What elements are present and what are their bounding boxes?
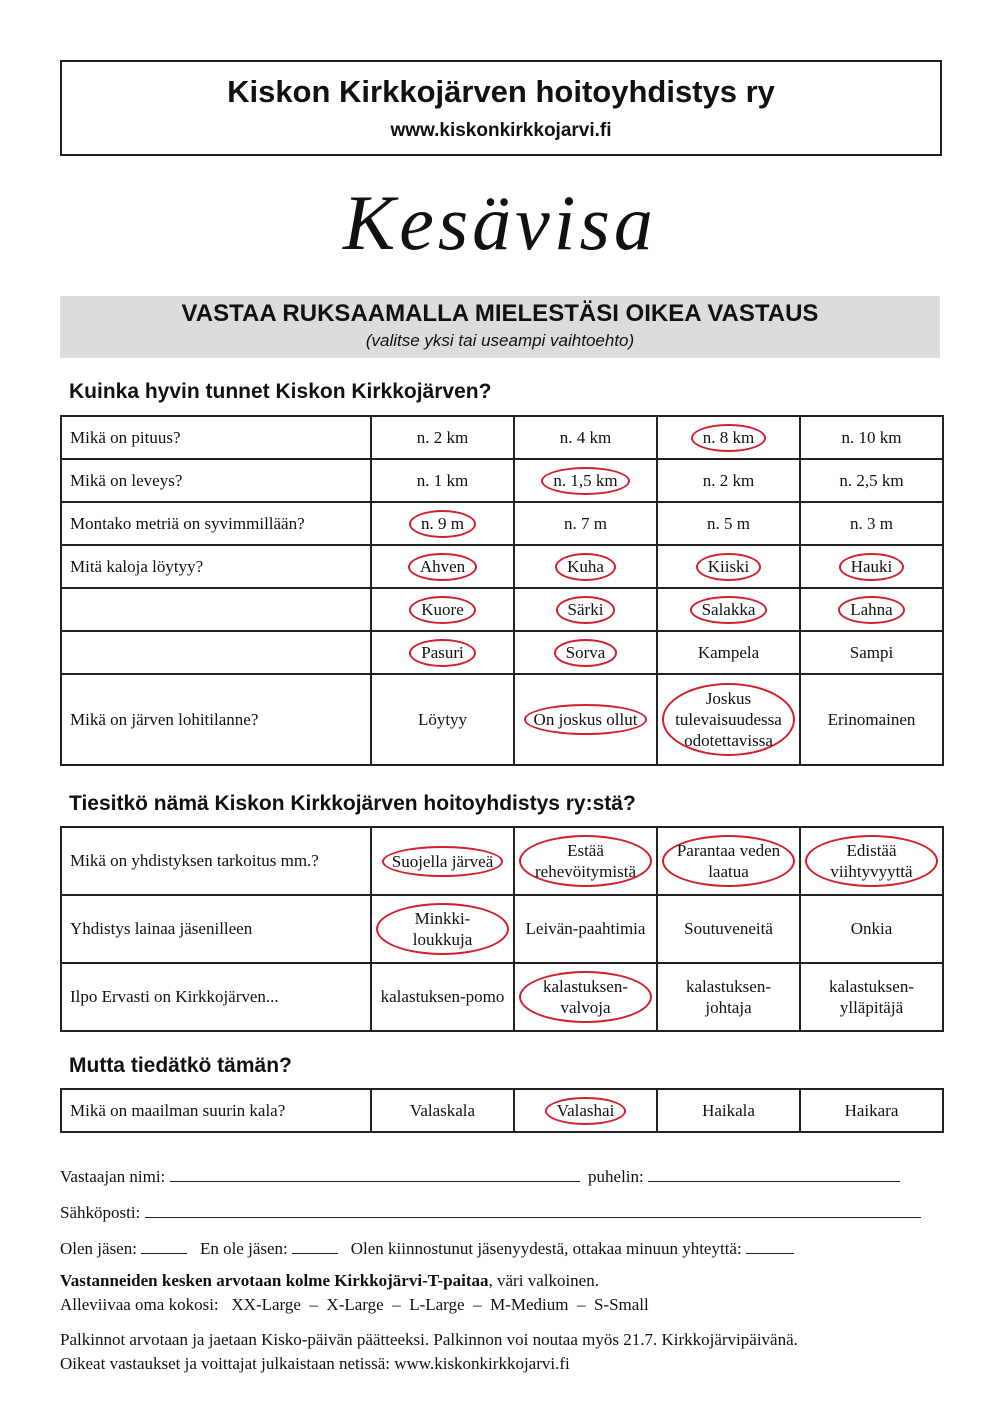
answer-option-circled[interactable]: Suojella järveä (382, 846, 504, 877)
answer-cell[interactable] (514, 1089, 657, 1132)
answer-cell[interactable] (800, 502, 943, 545)
answer-cell[interactable] (371, 963, 514, 1031)
answer-cell[interactable] (657, 588, 800, 631)
answer-option-circled[interactable]: Kiiski (696, 553, 762, 581)
answer-cell[interactable] (657, 963, 800, 1031)
answer-cell[interactable] (371, 631, 514, 674)
prize-rest: , väri valkoinen. (488, 1271, 599, 1290)
answer-option[interactable]: n. 2 km (702, 470, 755, 490)
answer-option-circled[interactable]: n. 8 km (691, 424, 766, 452)
answer-cell[interactable] (371, 1089, 514, 1132)
answer-option[interactable]: Onkia (850, 919, 893, 938)
question-text: Mikä on yhdistyksen tarkoitus mm.? (61, 827, 371, 895)
answer-option-circled[interactable]: Hauki (839, 553, 905, 581)
interested-label: Olen kiinnostunut jäsenyydestä, ottakaa minuun yhteyttä: (350, 1239, 742, 1258)
question-row (61, 1089, 943, 1132)
answer-option[interactable]: n. 10 km (841, 427, 902, 447)
size-line: Alleviivaa oma kokosi: XX-Large – X-Large – L-Large – M-Medium – S-Small (60, 1295, 649, 1314)
answer-cell[interactable] (514, 545, 657, 588)
answer-cell[interactable] (657, 827, 800, 895)
phone-label: puhelin: (588, 1167, 644, 1186)
answer-option[interactable]: kalastuksen-ylläpitäjä (829, 976, 914, 1017)
answer-option[interactable]: n. 4 km (559, 427, 612, 447)
answer-cell[interactable] (371, 502, 514, 545)
footer-line-1: Palkinnot arvotaan ja jaetaan Kisko-päivän päätteeksi. Palkinnon voi noutaa myös 21.7. Kirkkojärvipäivänä. (60, 1330, 798, 1349)
answer-option[interactable]: Leivän-paahtimia (525, 919, 646, 938)
member-label: Olen jäsen: (60, 1239, 137, 1258)
answer-cell[interactable] (514, 674, 657, 765)
answer-cell[interactable] (800, 895, 943, 963)
answer-cell[interactable] (800, 674, 943, 765)
answer-cell[interactable] (657, 502, 800, 545)
question-text: Mikä on järven lohitilanne? (61, 674, 371, 765)
question-text: Mitä kaloja löytyy? (61, 545, 371, 588)
question-row (61, 588, 943, 631)
answer-option[interactable]: Kampela (697, 642, 760, 662)
answer-option-circled[interactable]: Kuore (409, 596, 475, 624)
question-row (61, 963, 943, 1031)
answer-cell[interactable] (514, 963, 657, 1031)
answer-cell[interactable] (514, 459, 657, 502)
answer-option-circled[interactable]: Sorva (554, 639, 618, 667)
section1-heading: Kuinka hyvin tunnet Kiskon Kirkkojärven? (69, 380, 492, 403)
question-row (61, 416, 943, 459)
organization-url[interactable]: www.kiskonkirkkojarvi.fi (390, 120, 612, 141)
answer-option[interactable]: n. 1 km (416, 470, 469, 490)
question-text: Mikä on pituus? (61, 416, 371, 459)
answer-option-circled[interactable]: Salakka (690, 596, 768, 624)
answer-option-circled[interactable]: Pasuri (409, 639, 476, 667)
answer-cell[interactable] (657, 674, 800, 765)
answer-option[interactable]: n. 2,5 km (839, 470, 904, 490)
answer-cell[interactable] (514, 502, 657, 545)
instruction-sub: (valitse yksi tai useampi vaihtoehto) (365, 331, 635, 350)
answer-option-circled[interactable]: Valashai (545, 1097, 627, 1125)
answer-option-circled[interactable]: Edistää viihtyvyyttä (805, 835, 938, 887)
phone-field[interactable] (648, 1166, 900, 1182)
answer-cell[interactable] (800, 963, 943, 1031)
name-field[interactable] (170, 1166, 580, 1182)
question-row (61, 545, 943, 588)
answer-cell[interactable] (371, 416, 514, 459)
section3-heading: Mutta tiedätkö tämän? (69, 1054, 292, 1077)
answer-cell[interactable] (657, 545, 800, 588)
answer-option-circled[interactable]: Estää rehevöitymistä (519, 835, 652, 887)
answer-option[interactable]: n. 3 m (850, 513, 893, 533)
nonmember-field[interactable] (292, 1238, 338, 1254)
answer-option[interactable]: Sampi (849, 642, 894, 662)
form-row-membership (60, 1238, 794, 1259)
answer-cell[interactable] (800, 588, 943, 631)
answer-cell[interactable] (800, 459, 943, 502)
answer-cell[interactable] (514, 631, 657, 674)
question-row (61, 459, 943, 502)
section2-heading: Tiesitkö nämä Kiskon Kirkkojärven hoitoyhdistys ry:stä? (69, 792, 636, 815)
answer-cell[interactable] (657, 1089, 800, 1132)
answer-cell[interactable] (371, 459, 514, 502)
answer-option-circled[interactable]: n. 9 m (409, 510, 476, 538)
interested-field[interactable] (746, 1238, 794, 1254)
question-row (61, 502, 943, 545)
name-label: Vastaajan nimi: (60, 1167, 166, 1186)
answer-cell[interactable] (371, 545, 514, 588)
answer-option-circled[interactable]: Parantaa veden laatua (662, 835, 795, 887)
question-row (61, 674, 943, 765)
answer-cell[interactable] (657, 416, 800, 459)
answer-option[interactable]: Haikara (844, 1100, 899, 1120)
answer-option[interactable]: Löytyy (417, 709, 468, 729)
answer-option[interactable]: n. 7 m (564, 513, 607, 533)
section2-table (60, 826, 944, 1032)
question-text: Mikä on maailman suurin kala? (61, 1089, 371, 1132)
answer-option-circled[interactable]: Lahna (838, 596, 904, 624)
question-text (61, 588, 371, 631)
answer-option[interactable]: Erinomainen (827, 709, 916, 729)
answer-cell[interactable] (800, 545, 943, 588)
section1-table (60, 415, 944, 766)
quiz-title: Kesävisa (343, 179, 657, 266)
form-row-email (60, 1202, 921, 1223)
answer-option-circled[interactable]: Särki (556, 596, 616, 624)
answer-cell[interactable] (800, 827, 943, 895)
answer-cell[interactable] (800, 631, 943, 674)
question-row (61, 827, 943, 895)
answer-option-circled[interactable]: Kuha (555, 553, 616, 581)
instruction-main: VASTAA RUKSAAMALLA MIELESTÄSI OIKEA VASTAUS (181, 300, 819, 327)
answer-cell[interactable] (657, 631, 800, 674)
answer-cell[interactable] (514, 416, 657, 459)
question-text (61, 631, 371, 674)
prize-bold: Vastanneiden kesken arvotaan kolme Kirkkojärvi-T-paitaa (60, 1271, 489, 1290)
instruction-band (60, 296, 940, 358)
question-row (61, 631, 943, 674)
answer-option-circled[interactable]: n. 1,5 km (541, 467, 629, 495)
answer-cell[interactable] (800, 1089, 943, 1132)
answer-option[interactable]: n. 5 m (707, 513, 750, 533)
answer-option[interactable]: n. 2 km (416, 427, 469, 447)
answer-cell[interactable] (514, 895, 657, 963)
answer-option[interactable]: Valaskala (409, 1100, 476, 1120)
nonmember-label: En ole jäsen: (199, 1239, 288, 1258)
answer-option[interactable]: kalastuksen-johtaja (686, 976, 771, 1017)
section3-table (60, 1088, 944, 1133)
answer-option[interactable]: Soutuveneitä (684, 919, 773, 938)
answer-cell[interactable] (514, 827, 657, 895)
answer-cell[interactable] (371, 895, 514, 963)
form-row-name (60, 1166, 900, 1187)
answer-option-circled[interactable]: Minkki-loukkuja (376, 903, 509, 955)
question-text: Mikä on leveys? (61, 459, 371, 502)
answer-option-circled[interactable]: Ahven (408, 553, 477, 581)
answer-cell[interactable] (657, 895, 800, 963)
answer-cell[interactable] (657, 459, 800, 502)
answer-cell[interactable] (371, 588, 514, 631)
question-text: Montako metriä on syvimmillään? (61, 502, 371, 545)
answer-cell[interactable] (371, 827, 514, 895)
answer-cell[interactable] (514, 588, 657, 631)
answer-cell[interactable] (800, 416, 943, 459)
header-box (60, 60, 942, 156)
answer-cell[interactable] (371, 674, 514, 765)
question-row (61, 895, 943, 963)
email-field[interactable] (145, 1202, 921, 1218)
answer-option[interactable]: kalastuksen-pomo (380, 987, 505, 1006)
email-label: Sähköposti: (60, 1203, 141, 1222)
prize-line (60, 1271, 599, 1291)
question-text: Yhdistys lainaa jäsenilleen (61, 895, 371, 963)
organization-title: Kiskon Kirkkojärven hoitoyhdistys ry (227, 74, 775, 109)
answer-option-circled[interactable]: kalastuksen-valvoja (519, 971, 652, 1023)
answer-option[interactable]: Haikala (702, 1100, 755, 1120)
answer-option-circled[interactable]: On joskus ollut (524, 704, 648, 735)
footer-line-2: Oikeat vastaukset ja voittajat julkaistaan netissä: www.kiskonkirkkojarvi.fi (60, 1354, 570, 1373)
question-text: Ilpo Ervasti on Kirkkojärven... (61, 963, 371, 1031)
member-field[interactable] (141, 1238, 187, 1254)
answer-option-circled[interactable]: Joskus tulevaisuudessa odotettavissa (662, 683, 795, 756)
